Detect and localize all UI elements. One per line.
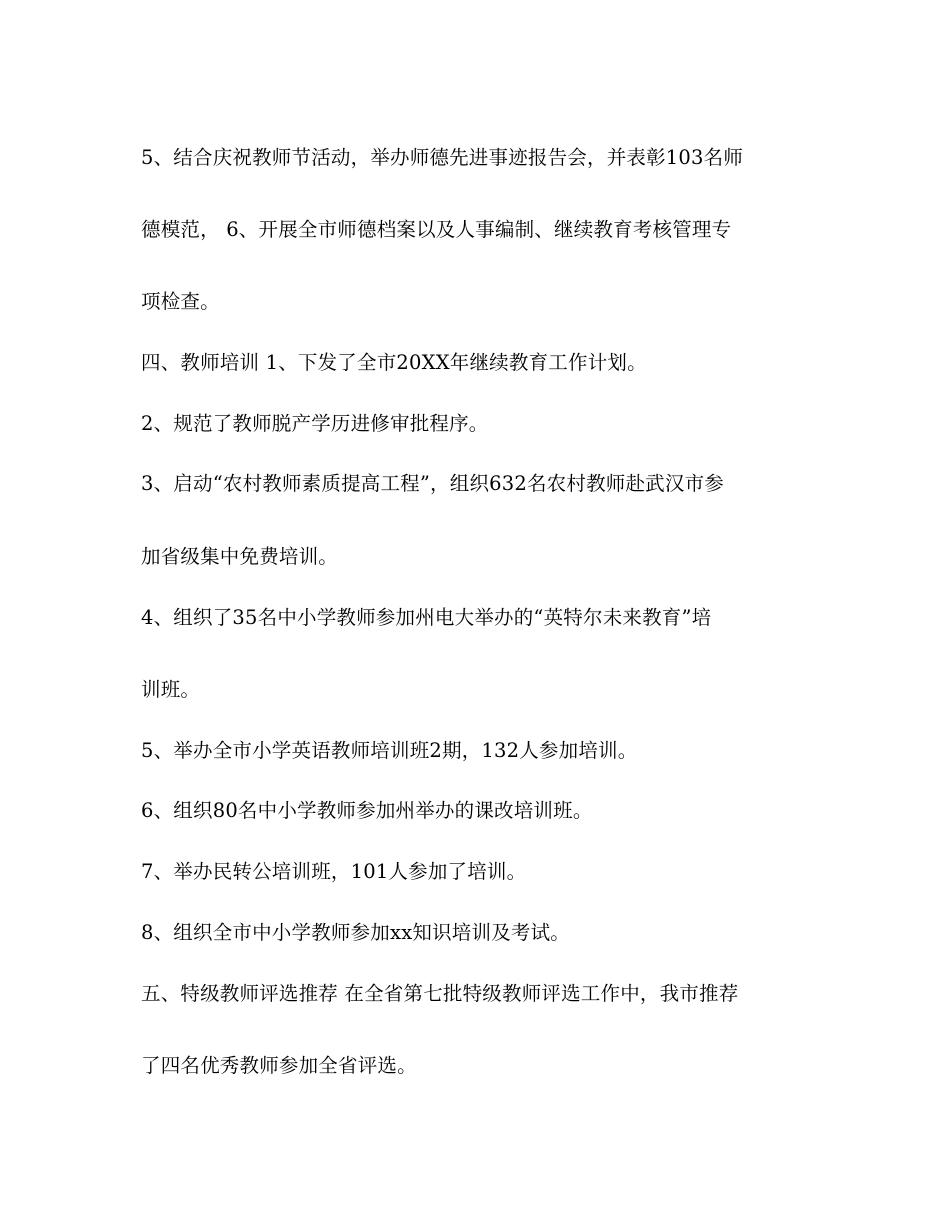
text-line: 5、结合庆祝教师节活动，举办师德先进事迹报告会，并表彰103名师 xyxy=(141,146,744,169)
text-line: 加省级集中免费培训。 xyxy=(141,545,339,568)
text-line: 2、规范了教师脱产学历进修审批程序。 xyxy=(141,412,489,435)
section-heading: 五、特级教师评选推荐 在全省第七批特级教师评选工作中，我市推荐 xyxy=(141,982,739,1005)
text-line: 6、组织80名中小学教师参加州举办的课改培训班。 xyxy=(141,799,593,822)
section-heading: 四、教师培训 1、下发了全市20XX年继续教育工作计划。 xyxy=(141,351,647,374)
text-line: 了四名优秀教师参加全省评选。 xyxy=(141,1054,417,1077)
text-line: 4、组织了35名中小学教师参加州电大举办的“英特尔未来教育”培 xyxy=(141,606,712,629)
text-line: 训班。 xyxy=(141,678,201,701)
text-line: 8、组织全市中小学教师参加xx知识培训及考试。 xyxy=(141,921,571,944)
text-line: 3、启动“农村教师素质提高工程”，组织632名农村教师赴武汉市参 xyxy=(141,472,724,495)
text-line: 7、举办民转公培训班，101人参加了培训。 xyxy=(141,860,527,883)
text-line: 5、举办全市小学英语教师培训班2期，132人参加培训。 xyxy=(141,739,638,762)
text-line: 德模范， 6、开展全市师德档案以及人事编制、继续教育考核管理专 xyxy=(141,218,732,241)
text-line: 项检查。 xyxy=(141,290,220,313)
